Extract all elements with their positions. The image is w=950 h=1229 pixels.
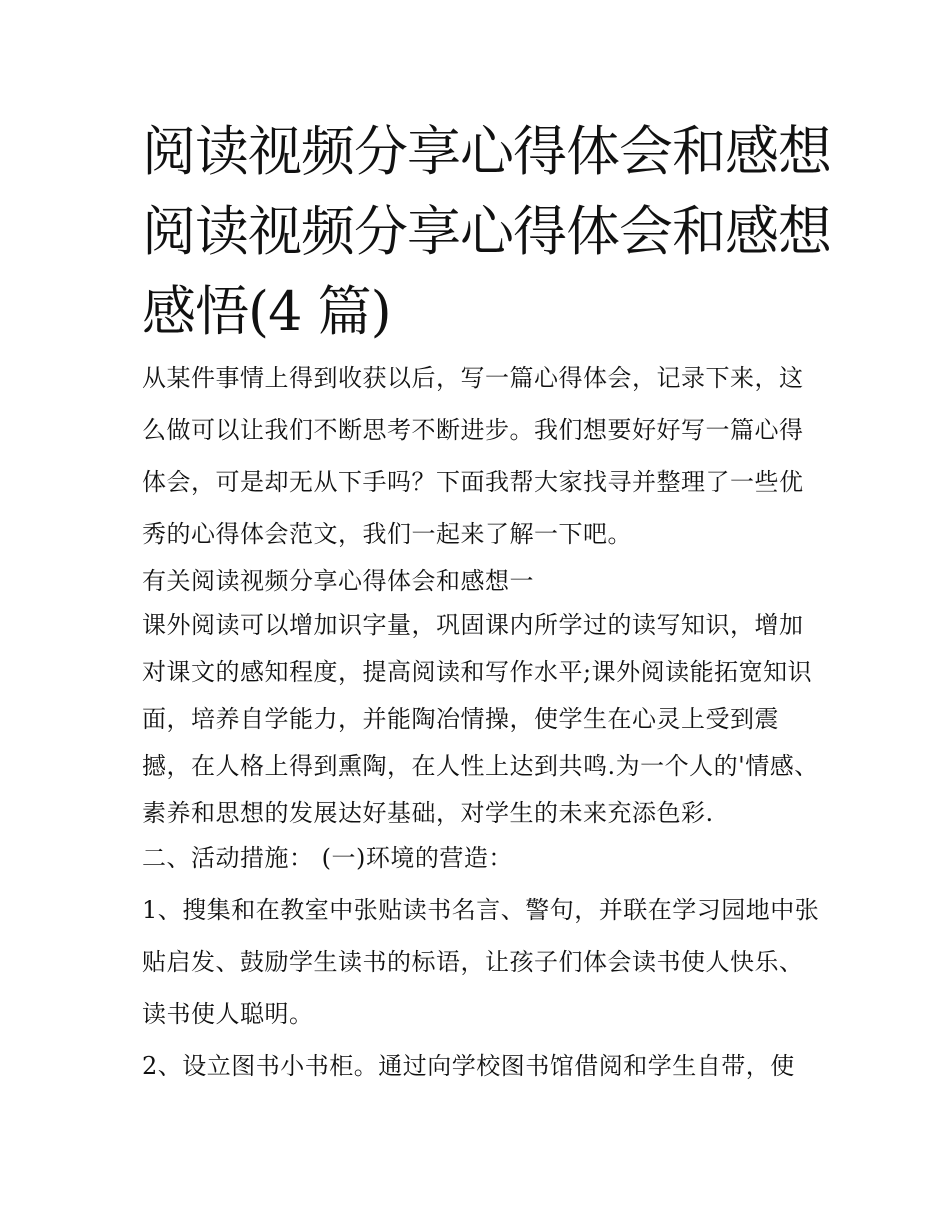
- title-line-1: 阅读视频分享心得体会和感想: [142, 120, 831, 183]
- title-line-2: 阅读视频分享心得体会和感想: [142, 200, 831, 263]
- document-title: [142, 112, 831, 352]
- document-body: [142, 352, 822, 1092]
- section-heading: 有关阅读视频分享心得体会和感想一: [142, 567, 534, 595]
- section-paragraph: 课外阅读可以增加识字量，巩固课内所学过的读写知识，增加对课文的感知程度，提高阅读和写作水平;课外阅读能拓宽知识面，培养自学能力，并能陶冶情操，使学生在心灵上受到震撼，在人格上得到熏陶，在人性上达到共鸣.为一个人的'情感、素养和思想的发展达好基础，对学生的未来充添色彩.: [142, 611, 819, 827]
- intro-paragraph: 从某件事情上得到收获以后，写一篇心得体会，记录下来，这么做可以让我们不断思考不断进步。我们想要好好写一篇心得体会，可是却无从下手吗？下面我帮大家找寻并整理了一些优秀的心得体会范文，我们一起来了解一下吧。: [142, 364, 804, 548]
- list-item-1: 1、搜集和在教室中张贴读书名言、警句，并联在学习园地中张贴启发、鼓励学生读书的标语，让孩子们体会读书使人快乐、读书使人聪明。: [142, 896, 820, 1028]
- title-line-3: 感悟(4 篇): [142, 280, 391, 343]
- activity-heading: 二、活动措施： (一)环境的营造：: [142, 844, 513, 872]
- list-item-2: 2、设立图书小书柜。通过向学校图书馆借阅和学生自带，使: [142, 1052, 795, 1080]
